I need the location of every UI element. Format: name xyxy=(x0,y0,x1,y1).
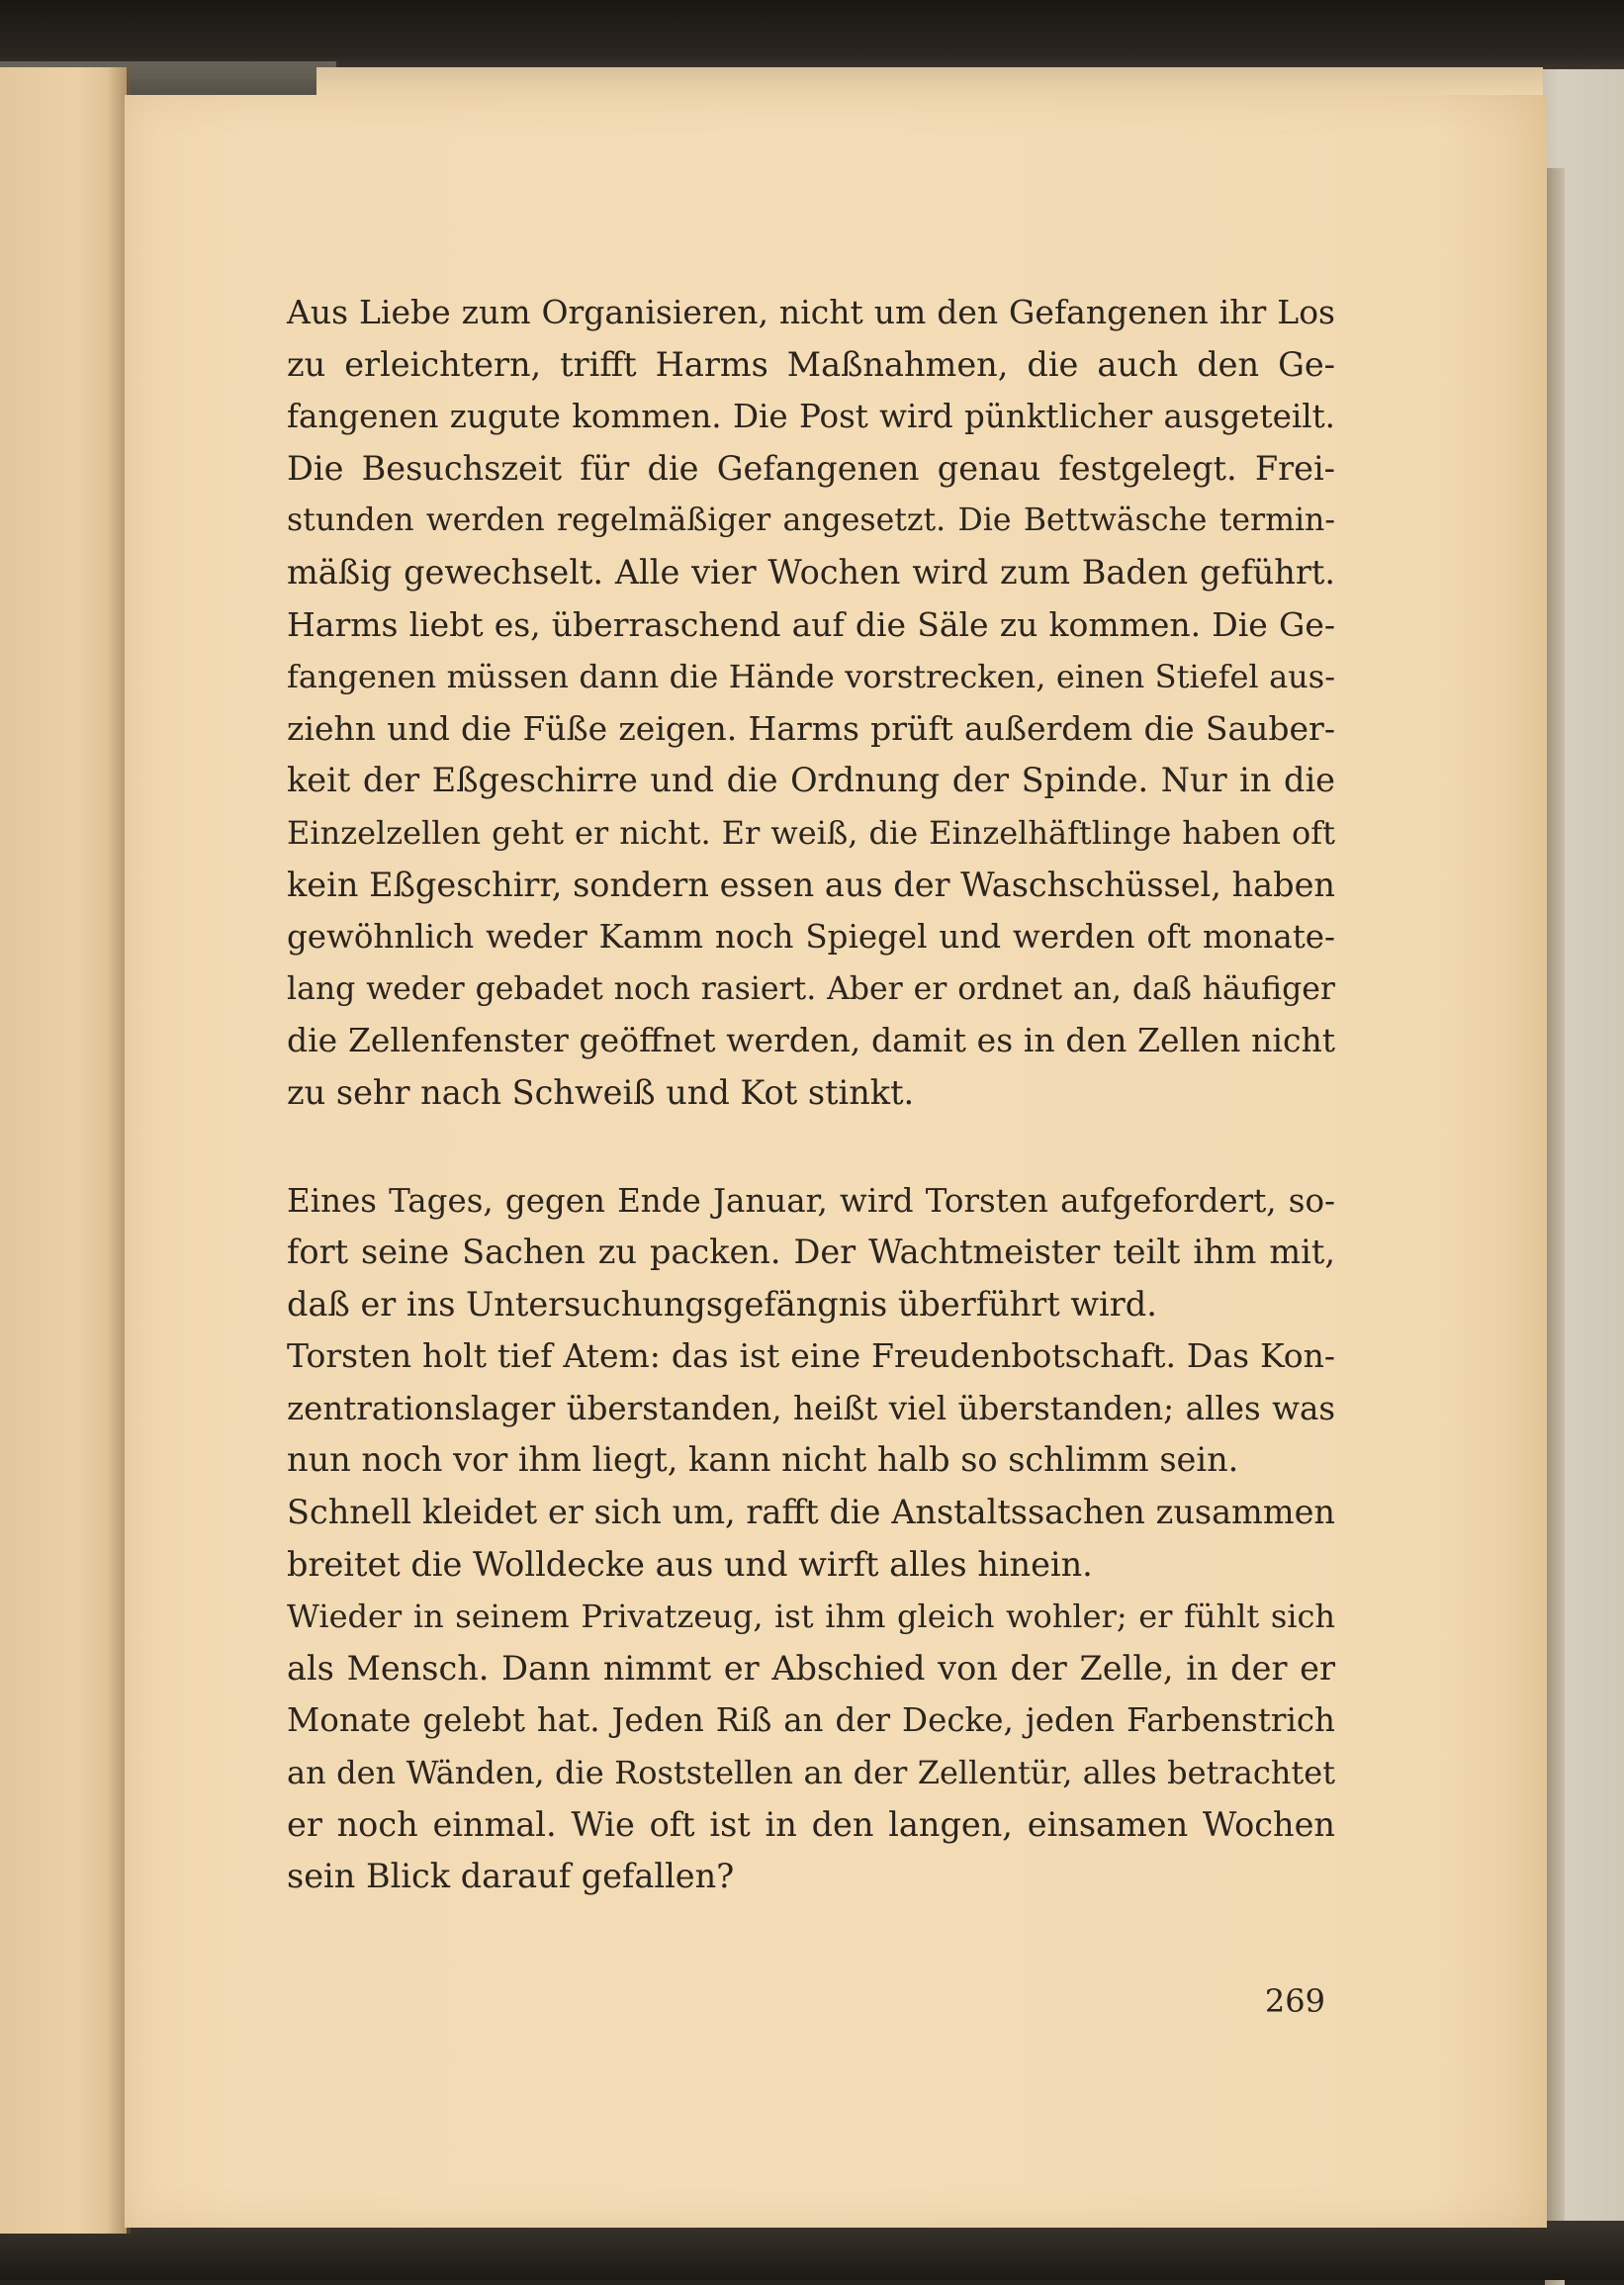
book-bottom-edge xyxy=(0,2221,1624,2280)
text-line: fangenen zugute kommen. Die Post wird pünktlicher ausgeteilt. xyxy=(287,398,1335,436)
paragraph-gap xyxy=(287,1120,1335,1175)
page-number: 269 xyxy=(1264,1982,1325,2020)
text-line: Schnell kleidet er sich um, rafft die Anstaltssachen zusammen xyxy=(287,1493,1335,1532)
text-line: breitet die Wolldecke aus und wirft alles hinein. xyxy=(287,1544,1093,1584)
text-line: keit der Eßgeschirre und die Ordnung der Spinde. Nur in die xyxy=(287,761,1335,800)
text-line: Wieder in seinem Privatzeug, ist ihm gleich wohler; er fühlt sich xyxy=(287,1598,1335,1636)
page-top-edge xyxy=(316,67,1543,97)
text-line: zentrationslager überstanden, heißt viel überstanden; alles was xyxy=(287,1389,1335,1427)
text-line: als Mensch. Dann nimmt er Abschied von der Zelle, in der er xyxy=(287,1648,1335,1688)
page-text xyxy=(287,287,1335,1903)
text-line: Torsten holt tief Atem: das ist eine Freudenbotschaft. Das Kon- xyxy=(287,1336,1335,1376)
paragraph-2 xyxy=(287,1175,1335,1903)
text-line: Aus Liebe zum Organisieren, nicht um den Gefangenen ihr Los xyxy=(287,293,1335,331)
text-line: lang weder gebadet noch rasiert. Aber er ordnet an, daß häufiger xyxy=(287,970,1335,1007)
page-stack-inner-edge xyxy=(1545,168,1565,2285)
text-line: er noch einmal. Wie oft ist in den langen, einsamen Wochen xyxy=(287,1804,1335,1844)
text-line: daß er ins Untersuchungsgefängnis überführt wird. xyxy=(287,1284,1157,1324)
text-line: ziehn und die Füße zeigen. Harms prüft außerdem die Sauber- xyxy=(287,708,1335,748)
text-line: fangenen müssen dann die Hände vorstrecken, einen Stiefel aus- xyxy=(287,658,1335,696)
paragraph-1 xyxy=(287,287,1335,1120)
text-line: sein Blick darauf gefallen? xyxy=(287,1857,735,1896)
text-line: nun noch vor ihm liegt, kann nicht halb so schlimm sein. xyxy=(287,1440,1239,1480)
text-line: Einzelzellen geht er nicht. Er weiß, die Einzelhäftlinge haben oft xyxy=(287,813,1335,852)
text-line: Monate gelebt hat. Jeden Riß an der Decke, jeden Farbenstrich xyxy=(287,1701,1335,1740)
text-line: Eines Tages, gegen Ende Januar, wird Torsten aufgefordert, so- xyxy=(287,1181,1335,1220)
text-line: Harms liebt es, überraschend auf die Säle zu kommen. Die Ge- xyxy=(287,604,1335,644)
text-line: fort seine Sachen zu packen. Der Wachtmeister teilt ihm mit, xyxy=(287,1233,1335,1272)
text-line: gewöhnlich weder Kamm noch Spiegel und werden oft monate- xyxy=(287,918,1335,957)
text-line: zu erleichtern, trifft Harms Maßnahmen, die auch den Ge- xyxy=(287,344,1335,384)
text-line: zu sehr nach Schweiß und Kot stinkt. xyxy=(287,1072,915,1112)
text-line: kein Eßgeschirr, sondern essen aus der Waschschüssel, haben xyxy=(287,865,1335,904)
text-line: stunden werden regelmäßiger angesetzt. Die Bettwäsche termin- xyxy=(287,503,1335,539)
text-line: die Zellenfenster geöffnet werden, damit es in den Zellen nicht xyxy=(287,1021,1335,1060)
text-line: mäßig gewechselt. Alle vier Wochen wird zum Baden geführt. xyxy=(287,552,1335,592)
text-line: Die Besuchszeit für die Gefangenen genau festgelegt. Frei- xyxy=(287,448,1335,488)
text-line: an den Wänden, die Roststellen an der Zellentür, alles betrachtet xyxy=(287,1754,1335,1792)
